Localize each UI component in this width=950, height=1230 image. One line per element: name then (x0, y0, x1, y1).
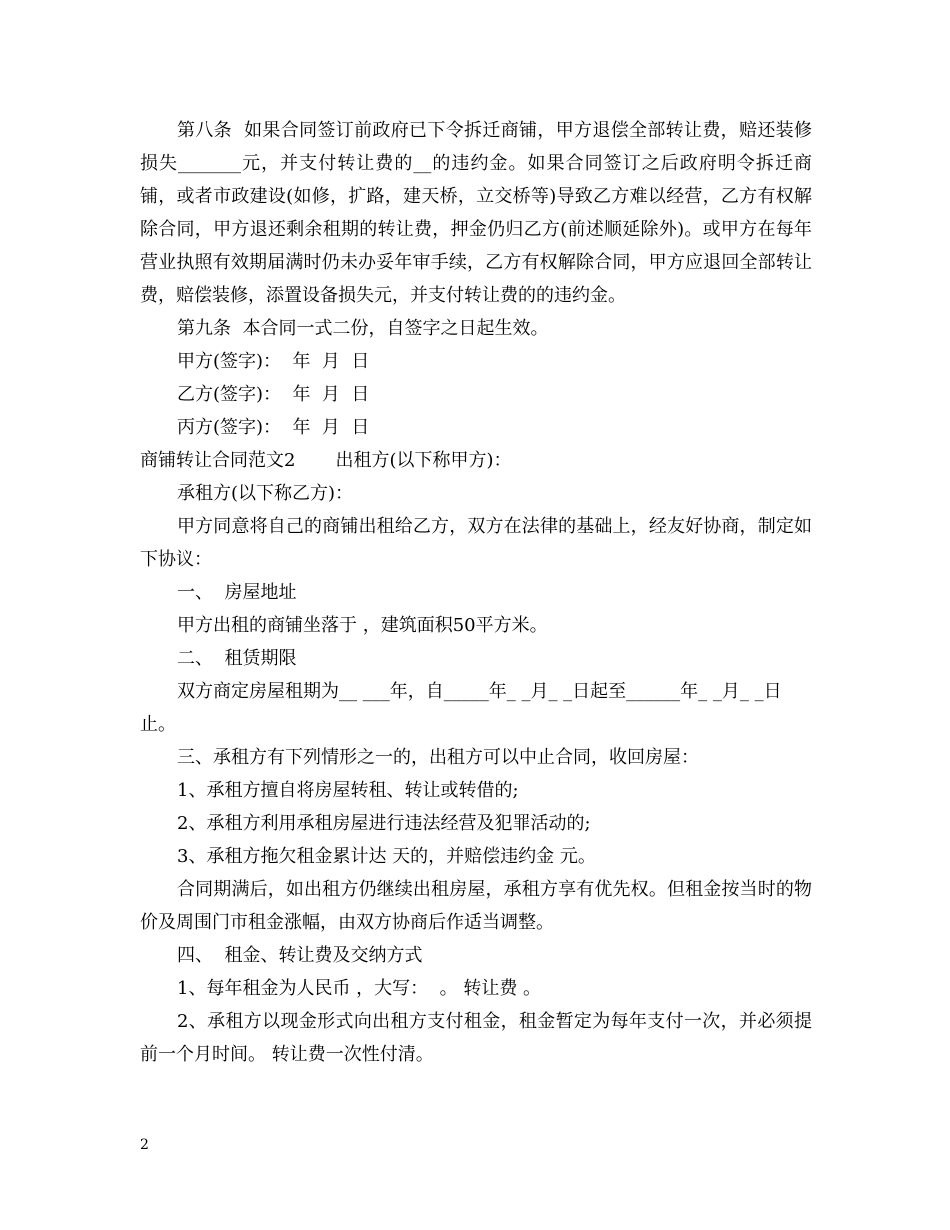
paragraph-renewal-priority: 合同期满后，如出租方仍继续出租房屋，承租方享有优先权。但租金按当时的物价及周围门市租金涨幅，由双方协商后作适当调整。 (140, 879, 812, 933)
paragraph-property-location: 甲方出租的商铺坐落于 ，建筑面积50平方米。 (177, 615, 548, 636)
paragraph-lessee: 承租方(以下称乙方)： (177, 483, 354, 504)
paragraph-article-8: 第八条 如果合同签订前政府已下令拆迁商铺，甲方退偿全部转让费，赔还装修损失_______元，并支付转让费的__的违约金。如果合同签订之后政府明令拆迁商铺，或者市政建设(如修，扩路，建天桥，立交桥等)导致乙方难以经营，乙方有权解除合同，甲方退还剩余租期的转让费，押金仍归乙方(前述顺延除外)。或甲方在每年营业执照有效期届满时仍未办妥年审手续，乙方有权解除合同，甲方应退回全部转让费，赔偿装修，添置设备损失元，并支付转让费的的违约金。 (140, 120, 812, 306)
signature-line-party-b: 乙方(签字)： 年 月 日 (177, 384, 370, 405)
signature-line-party-c: 丙方(签字)： 年 月 日 (177, 417, 370, 438)
list-item-rent-arrears: 3、承租方拖欠租金累计达 天的，并赔偿违约金 元。 (177, 846, 596, 867)
list-item-annual-rent: 1、每年租金为人民币 ，大写： 。 转让费 。 (177, 978, 542, 999)
heading-property-address: 一、 房屋地址 (177, 582, 297, 603)
list-item-illegal-use: 2、承租方利用承租房屋进行违法经营及犯罪活动的; (177, 813, 591, 834)
section-heading-template-2: 商铺转让合同范文2 出租方(以下称甲方)： (140, 450, 512, 471)
document-body (140, 114, 812, 1071)
list-item-sublet: 1、承租方擅自将房屋转租、转让或转借的; (177, 780, 519, 801)
paragraph-agreement-intro: 甲方同意将自己的商铺出租给乙方，双方在法律的基础上，经友好协商，制定如下协议： (140, 516, 812, 570)
signature-line-party-a: 甲方(签字)： 年 月 日 (177, 351, 370, 372)
heading-lease-term: 二、 租赁期限 (177, 648, 297, 669)
heading-termination-conditions: 三、承租方有下列情形之一的，出租方可以中止合同，收回房屋： (177, 747, 699, 768)
paragraph-article-9: 第九条 本合同一式二份，自签字之日起生效。 (177, 318, 549, 339)
paragraph-lease-period: 双方商定房屋租期为__ ___年，自_____年_ _月_ _日起至______年_ _月_ _日止。 (140, 681, 782, 735)
heading-rent-and-payment: 四、 租金、转让费及交纳方式 (177, 945, 423, 966)
list-item-payment-method: 2、承租方以现金形式向出租方支付租金，租金暂定为每年支付一次，并必须提前一个月时间。 转让费一次性付清。 (140, 1011, 812, 1065)
page-number: 2 (140, 1137, 149, 1153)
